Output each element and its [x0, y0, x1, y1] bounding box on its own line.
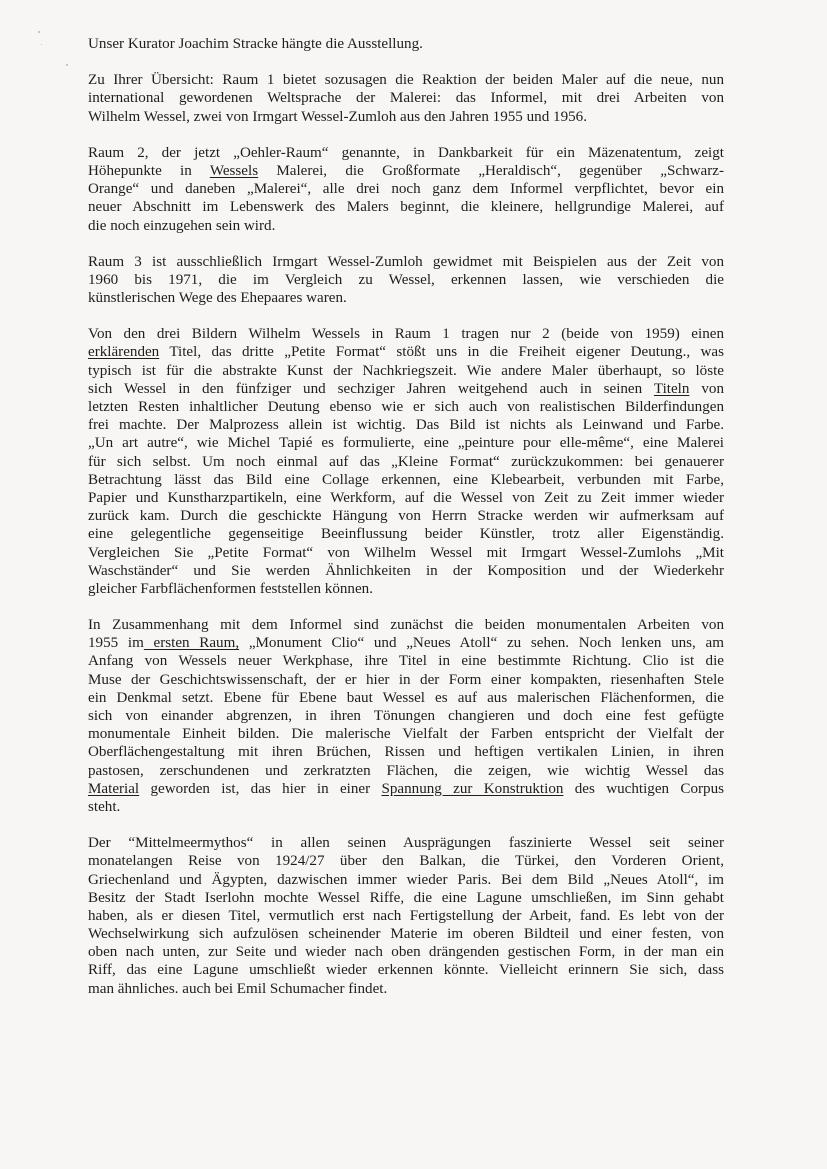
text-line: neuer Abschnitt im Lebenswerk des Malers beginnt, die kleinere, hellgrundige Malerei, auf — [88, 199, 724, 216]
paragraph-gap — [88, 816, 724, 834]
text-line: zurück kam. Durch die geschickte Hängung von Herrn Stracke werden wir aufmerksam auf — [88, 508, 724, 525]
text-line: Zu Ihrer Übersicht: Raum 1 bietet sozusagen die Reaktion der beiden Maler auf die neue, nun — [88, 72, 724, 89]
text-line: Unser Kurator Joachim Stracke hängte die Ausstellung. — [88, 36, 423, 52]
text-line: Oberflächengestaltung mit ihren Brüchen, Rissen und heftigen vertikalen Linien, in ihren — [88, 744, 724, 761]
text-line: letzten Resten inhaltlicher Deutung ebenso wie er sich auch von realistischen Bilderfindungen — [88, 399, 724, 415]
text-line — [88, 780, 724, 798]
text-line: Orange“ und daneben „Malerei“, alle drei noch ganz dem Informel verpflichtet, bevor ein — [88, 181, 724, 198]
paragraph — [88, 35, 724, 53]
text-line: Von den drei Bildern Wilhelm Wessels in Raum 1 tragen nur 2 (beide von 1959) einen — [88, 326, 724, 343]
text-line: sich von einander abgrenzen, in ihren Tönungen changieren und doch eine fest gefügte — [88, 708, 724, 724]
text-line: Vergleichen Sie „Petite Format“ von Wilhelm Wessel mit Irmgart Wessel-Zumlohs „Mit — [88, 544, 724, 561]
text-segment: sich Wessel in den fünfziger und sechziger Jahren weitgehend auch in seinen — [88, 380, 654, 397]
text-line: Raum 3 ist ausschließlich Irmgart Wessel-Zumloh gewidmet mit Beispielen aus der Zeit von — [88, 253, 724, 270]
paragraph — [88, 834, 724, 998]
text-line: künstlerischen Wege des Ehepaares waren. — [88, 290, 347, 307]
paragraph-gap — [88, 307, 724, 325]
text-line: monumentale Einheit bilden. Die malerische Vielfalt der Farben entspricht der Vielfalt der — [88, 726, 724, 743]
text-line: Raum 2, der jetzt „Oehler-Raum“ genannte, in Dankbarkeit für ein Mäzenatentum, zeigt — [88, 144, 724, 161]
paragraph-gap — [88, 235, 724, 253]
underlined-text: Material — [88, 780, 140, 797]
text-line: haben, als er diesen Titel, vermutlich erst nach Fertigstellung der Arbeit, fand. Es lebt von der — [88, 907, 724, 924]
text-line: typisch ist für die abstrakte Kunst der Nachkriegszeit. Wie andere Maler überhaupt, so löste — [88, 362, 724, 379]
text-segment: Malerei, die Großformate „Heraldisch“, gegenüber „Schwarz- — [258, 162, 724, 179]
text-segment: Höhepunkte in — [88, 162, 210, 179]
text-line: „Un art autre“, wie Michel Tapié es formulierte, eine „peinture pour elle-même“, eine Malerei — [88, 435, 724, 452]
paragraph — [88, 616, 724, 816]
underlined-text: Titeln — [653, 380, 690, 397]
text-line: Besitz der Stadt Iserlohn mochte Wessel Riffe, die eine Lagune umschließen, im Sinn gehabt — [88, 889, 724, 906]
paragraph-gap — [88, 598, 724, 616]
text-line: Wechselwirkung sich aufzulösen scheinender Materie im oberen Bildteil und einer festen, von — [88, 926, 724, 943]
text-line — [88, 162, 724, 180]
text-line: frei machte. Der Malprozess allein ist wichtig. Das Bild ist nichts als Leinwand und Farbe. — [88, 417, 724, 434]
text-line: steht. — [88, 798, 121, 815]
paragraph-gap — [88, 126, 724, 144]
text-line: In Zusammenhang mit dem Informel sind zunächst die beiden monumentalen Arbeiten von — [88, 617, 724, 634]
underlined-text: Wessels — [209, 162, 259, 179]
paragraph — [88, 71, 724, 126]
text-line: 1960 bis 1971, die im Vergleich zu Wessel, erkennen lassen, wie verschieden die — [88, 271, 724, 288]
text-segment: von — [689, 380, 725, 397]
text-line: die noch einzugehen sein wird. — [88, 217, 276, 234]
document-body — [88, 35, 724, 998]
text-line: Waschständer“ und Sie werden Ähnlichkeiten in der Komposition und der Wiederkehr — [88, 562, 724, 579]
text-line: Riff, das eine Lagune umschließt wieder erkennen könnte. Vielleicht erinnern Sie sich, dass — [88, 962, 724, 979]
text-segment: 1955 im — [88, 635, 144, 652]
text-line — [88, 634, 724, 652]
text-segment: „Monument Clio“ und „Neues Atoll“ zu sehen. Noch lenken uns, am — [239, 635, 724, 652]
paragraph — [88, 253, 724, 308]
text-line: man ähnliches. auch bei Emil Schumacher findet. — [88, 980, 388, 997]
text-line: Betrachtung lässt das Bild eine Collage erkennen, eine Klebearbeit, verbunden mit Farbe, — [88, 471, 724, 488]
text-line: eine gelegentliche gegenseitige Beeinflussung beider Künstler, trotz aller Eigenständig. — [88, 526, 724, 543]
text-line: monatelangen Reise von 1924/27 über den Balkan, die Türkei, den Vorderen Orient, — [88, 853, 724, 870]
text-line: oben nach unten, zur Seite und wieder nach oben drängenden gestischen Form, in der man ein — [88, 944, 724, 961]
text-line: Der “Mittelmeermythos“ in allen seinen Ausprägungen faszinierte Wessel seit seiner — [88, 835, 724, 852]
text-line: Muse der Geschichtswissenschaft, der er hier in der Form einer kompakten, riesenhaften Stele — [88, 671, 724, 688]
underlined-text: erklärenden — [88, 344, 160, 361]
text-segment: geworden ist, das hier in einer — [139, 780, 382, 797]
underlined-text: ersten Raum, — [143, 635, 240, 652]
text-line — [88, 343, 724, 361]
text-line: Wilhelm Wessel, zwei von Irmgart Wessel-Zumloh aus den Jahren 1955 und 1956. — [88, 108, 588, 125]
paragraph — [88, 144, 724, 235]
text-line: ein Denkmal setzt. Ebene für Ebene baut Wessel es auf aus malerischen Flächenformen, die — [88, 689, 724, 706]
text-line — [88, 380, 724, 398]
underlined-text: Spannung zur Konstruktion — [381, 780, 564, 797]
text-segment: des wuchtigen Corpus — [563, 780, 724, 797]
text-line: Papier und Kunstharzpartikeln, eine Werkform, auf die Wessel von Zeit zu Zeit immer wieder — [88, 489, 724, 506]
text-line: gleicher Farbflächenformen feststellen können. — [88, 580, 373, 597]
text-line: Griechenland und Ägypten, dazwischen immer wieder Paris. Bei dem Bild „Neues Atoll“, im — [88, 871, 724, 888]
text-line: pastosen, zerschundenen und zerkratzten Flächen, die zeigen, wie wichtig Wessel das — [88, 762, 724, 779]
text-line: international gewordenen Weltsprache der Malerei: das Informel, mit drei Arbeiten von — [88, 90, 724, 107]
paragraph — [88, 325, 724, 598]
text-line: Anfang von Wessels neuer Werkphase, ihre Titel in eine bestimmte Richtung. Clio ist die — [88, 653, 724, 670]
paragraph-gap — [88, 53, 724, 71]
text-segment: Titel, das dritte „Petite Format“ stößt uns in die Freiheit eigener Deutung., was — [159, 344, 724, 361]
text-line: für sich selbst. Um noch einmal auf das „Kleine Format“ zurückzukommen: bei genauerer — [88, 453, 724, 470]
